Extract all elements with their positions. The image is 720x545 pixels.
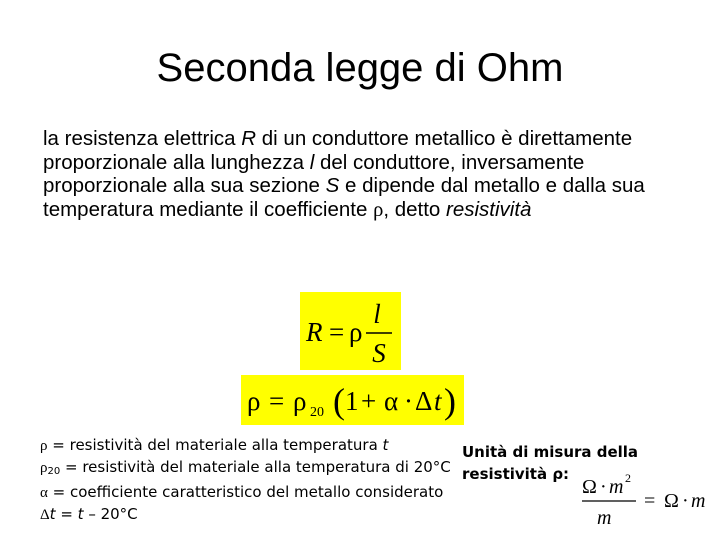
units-equals: = <box>644 490 656 512</box>
formula2-plus: + <box>361 386 377 416</box>
formula-temperature-svg <box>241 375 464 425</box>
formula2-open-paren: ( <box>333 381 345 421</box>
units-dot-result: · <box>682 490 689 512</box>
slide-title: Seconda legge di Ohm <box>156 46 564 90</box>
formula2-alpha: α <box>384 386 399 416</box>
variable-S: S <box>325 174 340 197</box>
definition-rho20: $\rho_{20}$ = resistività del materiale alla temperatura di 20°C <box>40 457 451 477</box>
law-statement <box>43 127 683 222</box>
variable-l: l <box>309 150 315 174</box>
units-dot: · <box>600 476 607 498</box>
statement-text-3: del conduttore, inversamente proporzionale alla sua sezione <box>43 150 585 197</box>
units-m-result: m <box>691 490 706 512</box>
statement-text-2: di un conduttore metallico è direttamente proporzionale alla lunghezza <box>43 127 633 174</box>
statement-text-1: la resistenza elettrica <box>43 127 242 150</box>
formula2-close-paren: ) <box>444 381 456 421</box>
formula2-one: 1 <box>345 386 359 416</box>
formula-equals: = <box>329 317 345 347</box>
formula-denominator-S: S <box>372 338 386 368</box>
formula-rho: ρ <box>349 317 363 347</box>
rho-symbol: ρ <box>373 198 384 221</box>
units-caption-line2: resistività ρ: <box>462 465 570 483</box>
units-caption-line1: Unità di misura della <box>462 443 639 461</box>
formula2-delta: Δ <box>415 386 433 416</box>
formula2-rho20: ρ <box>293 386 307 416</box>
formula2-dot: · <box>404 386 413 416</box>
units-formula-svg <box>578 466 720 540</box>
definition-delta-t: Δt = t – 20°C <box>40 504 138 523</box>
formula-temperature <box>241 375 464 425</box>
statement-text-4: e dipende dal metallo e dalla sua temperatura mediante il coefficiente <box>43 174 645 221</box>
formula2-rho: ρ <box>247 386 261 416</box>
symbol-definitions <box>40 435 460 525</box>
formula-resistance <box>300 292 401 370</box>
statement-text-5: , detto <box>383 197 447 221</box>
definition-alpha: α = coefficiente caratteristico del metallo considerato <box>40 483 444 501</box>
variable-R: R <box>241 127 257 150</box>
definition-rho: ρ = resistività del materiale alla temperatura t <box>40 436 389 454</box>
units-omega-result: Ω <box>664 490 679 512</box>
units-omega: Ω <box>582 476 597 498</box>
formula-numerator-l: l <box>373 299 381 329</box>
term-resistivity: resistività <box>446 197 532 221</box>
units-exponent: 2 <box>625 471 631 485</box>
formula2-t: t <box>434 386 442 416</box>
units-denominator: m <box>597 507 612 529</box>
formula2-equals: = <box>269 386 285 416</box>
formula-R: R <box>306 317 323 347</box>
formula-resistance-svg <box>300 292 401 370</box>
units-m: m <box>609 476 624 498</box>
formula2-sub-20: 20 <box>310 405 324 420</box>
units-formula <box>578 466 720 540</box>
